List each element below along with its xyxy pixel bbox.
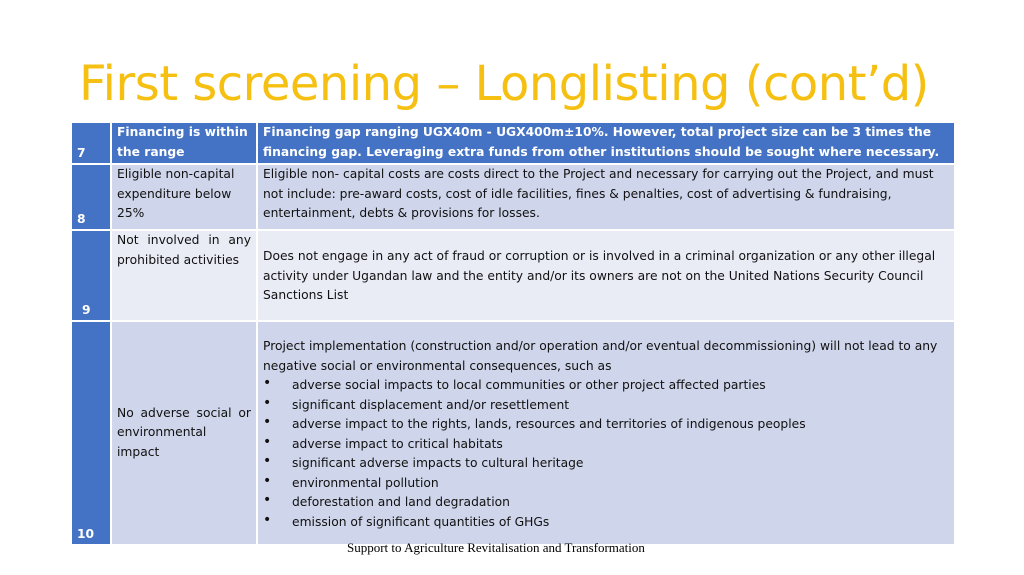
list-item: • environmental pollution — [263, 474, 949, 494]
slide-footer: Support to Agriculture Revitalisation and Transformation — [347, 540, 645, 555]
description-intro: Project implementation (construction and/or operation and/or eventual decommissioning) will not lead to any negative social or environmental consequences, such as — [263, 339, 938, 373]
table-row — [71, 230, 955, 321]
list-item: • adverse impact to critical habitats — [263, 435, 949, 455]
table-row — [71, 321, 955, 545]
list-item: • significant displacement and/or resettlement — [263, 396, 949, 416]
description-cell: Eligible non- capital costs are costs direct to the Project and necessary for carrying out the Project, and must not include: pre-award costs, cost of idle facilities, fines & penalties, cost of advertising & fundraising, entertainment, debts & provisions for losses. — [257, 164, 955, 230]
list-item: • emission of significant quantities of GHGs — [263, 513, 949, 533]
table-row — [71, 164, 955, 230]
row-number: 7 — [71, 122, 111, 164]
slide-title: First screening – Longlisting (cont’d) — [79, 56, 929, 112]
table-row — [71, 122, 955, 164]
row-number: 9 — [71, 230, 111, 321]
list-item: • adverse impact to the rights, lands, resources and territories of indigenous peoples — [263, 415, 949, 435]
list-item: • deforestation and land degradation — [263, 493, 949, 513]
impact-list — [263, 376, 949, 532]
criterion-cell: Not involved in any prohibited activities — [111, 230, 257, 321]
criterion-cell: Eligible non-capital expenditure below 25% — [111, 164, 257, 230]
list-item: • adverse social impacts to local communities or other project affected parties — [263, 376, 949, 396]
row-number: 8 — [71, 164, 111, 230]
description-cell — [257, 321, 955, 545]
description-cell: Financing gap ranging UGX40m - UGX400m±10%. However, total project size can be 3 times the financing gap. Leveraging extra funds from other institutions should be sought where necessary. — [257, 122, 955, 164]
row-number: 10 — [71, 321, 111, 545]
criterion-cell: Financing is within the range — [111, 122, 257, 164]
criterion-cell: No adverse social or environmental impact — [111, 321, 257, 545]
criteria-table — [70, 121, 956, 546]
description-cell: Does not engage in any act of fraud or corruption or is involved in a criminal organization or any other illegal activity under Ugandan law and the entity and/or its owners are not on the United Nations Security Council Sanctions List — [257, 230, 955, 321]
list-item: • significant adverse impacts to cultural heritage — [263, 454, 949, 474]
